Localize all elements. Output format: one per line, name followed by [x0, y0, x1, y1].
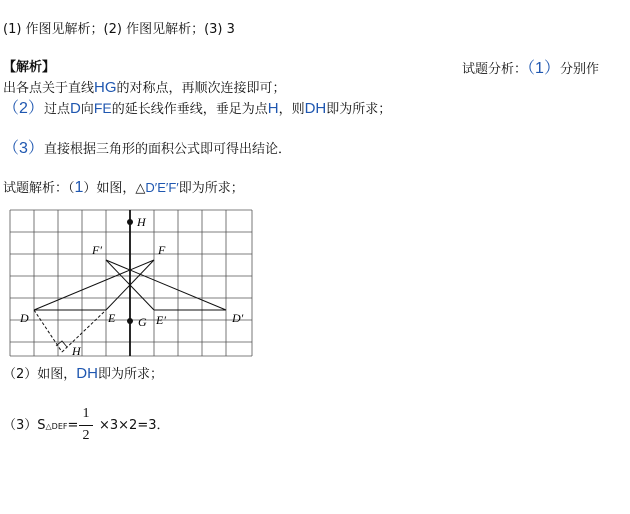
triangle-def	[34, 260, 154, 310]
grid-lines	[10, 210, 252, 356]
fraction-numerator: 1	[82, 406, 90, 421]
analysis-line-a: 出各点关于直线HG的对称点，再顺次连接即可；	[3, 79, 286, 96]
grid-figure	[0, 200, 260, 365]
label-g: G	[138, 315, 147, 329]
solution-line: 试题解析：（1）如图，△D′E′F′即为所求；	[3, 179, 244, 196]
answer-line: (1) 作图见解析；(2) 作图见解析；(3) 3	[3, 22, 235, 37]
label-e-prime: E′	[156, 313, 166, 327]
part3-tail: ×3×2=3．	[99, 418, 170, 433]
perpendicular-dh	[34, 310, 106, 352]
analysis-line-c: （3）直接根据三角形的面积公式即可得出结论．	[3, 138, 291, 157]
label-d-prime: D′	[232, 311, 244, 325]
label-d: D	[20, 311, 29, 325]
point-g	[127, 318, 133, 324]
label-h-top: H	[137, 215, 146, 229]
label-e: E	[108, 311, 116, 325]
analysis-heading: 【解析】	[3, 60, 56, 75]
part2-line: （2）如图，DH即为所求；	[3, 365, 163, 382]
label-f-prime: F′	[92, 243, 102, 257]
label-f: F	[158, 243, 166, 257]
fraction-bar	[79, 425, 93, 426]
analysis-line-b: （2）过点D向FE的延长线作垂线，垂足为点H，则DH即为所求；	[3, 98, 392, 117]
analysis-label: 试题分析：	[462, 62, 528, 77]
analysis-intro: 试题分析：（1）分别作	[462, 58, 599, 77]
label-h-bottom: H	[72, 344, 81, 358]
point-h-top	[127, 219, 133, 225]
part3-line: （3）S△DEF=	[3, 418, 79, 433]
fraction-denominator: 2	[82, 428, 90, 443]
triangle-d-e-f-prime	[106, 260, 226, 310]
